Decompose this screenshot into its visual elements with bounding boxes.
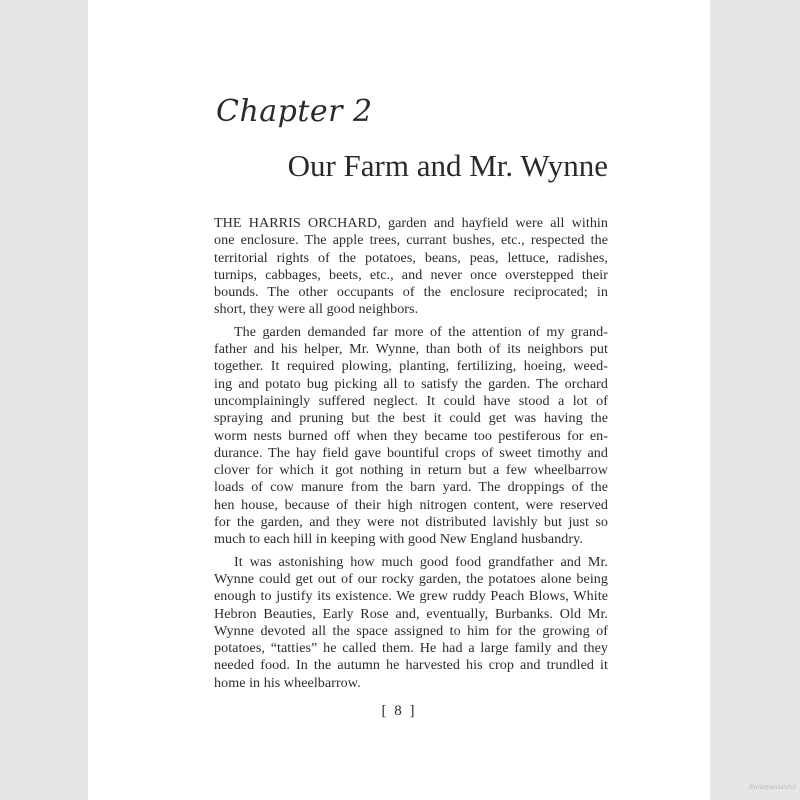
text-line: together. It required plowing, planting, fertilizing, hoeing, weed- [214, 358, 608, 375]
text-line: Wynne devoted all the space assigned to him for the growing of [214, 622, 608, 639]
chapter-body [214, 215, 608, 697]
text-line: turnips, cabbages, beets, etc., and never once overstepped their [214, 266, 608, 283]
right-margin-band [710, 0, 800, 800]
text-line: potatoes, “tatties” he called them. He had a large family and they [214, 640, 608, 657]
text-line: father and his helper, Mr. Wynne, than both of its neighbors put [214, 341, 608, 358]
text-line: hen house, because of their high nitrogen content, were reserved [214, 496, 608, 513]
text-line: for the garden, and they were not distributed lavishly but just so [214, 514, 608, 531]
text-line: THE HARRIS ORCHARD, garden and hayfield were all within [214, 215, 608, 231]
page-number: [ 8 ] [381, 703, 417, 719]
chapter-title: Our Farm and Mr. Wynne [287, 148, 608, 183]
paragraph-2 [214, 324, 608, 549]
text-line: bounds. The other occupants of the enclosure reciprocated; in [214, 284, 608, 301]
paragraph-3 [214, 554, 608, 692]
text-line: Hebron Beauties, Early Rose and, eventually, Burbanks. Old Mr. [214, 605, 608, 622]
text-line: Wynne could get out of our rocky garden, the potatoes alone being [214, 570, 608, 587]
text-line: enough to justify its existence. We grew ruddy Peach Blows, White [214, 588, 608, 605]
book-page [88, 0, 710, 800]
text-line: loads of cow manure from the barn yard. The droppings of the [214, 479, 608, 496]
text-line: The garden demanded far more of the attention of my grand- [234, 323, 608, 340]
text-line: needed food. In the autumn he harvested his crop and trundled it [214, 657, 608, 674]
text-line: ing and potato bug picking all to satisfy the garden. The orchard [214, 375, 608, 392]
scan-watermark: illunizpantaistol [748, 784, 796, 791]
text-line: It was astonishing how much good food grandfather and Mr. [234, 553, 608, 570]
text-line: durance. The hay field gave bountiful crops of sweet timothy and [214, 444, 608, 461]
text-line: spraying and pruning but the best it could get was having the [214, 410, 608, 427]
text-line: uncomplainingly suffered neglect. It could have stood a lot of [214, 392, 608, 409]
text-line: worm nests burned off when they became too pestiferous for en- [214, 427, 608, 444]
paragraph-1 [214, 215, 608, 319]
left-margin-band [0, 0, 88, 800]
text-line: home in his wheelbarrow. [214, 674, 361, 691]
text-line: much to each hill in keeping with good New England husbandry. [214, 531, 583, 548]
text-line: clover for which it got nothing in return but a few wheelbarrow [214, 462, 608, 479]
text-line: short, they were all good neighbors. [214, 301, 419, 318]
text-line: one enclosure. The apple trees, currant bushes, etc., respected the [214, 232, 608, 249]
text-line: territorial rights of the potatoes, beans, peas, lettuce, radishes, [214, 249, 608, 266]
chapter-label: Chapter 2 [216, 94, 373, 129]
